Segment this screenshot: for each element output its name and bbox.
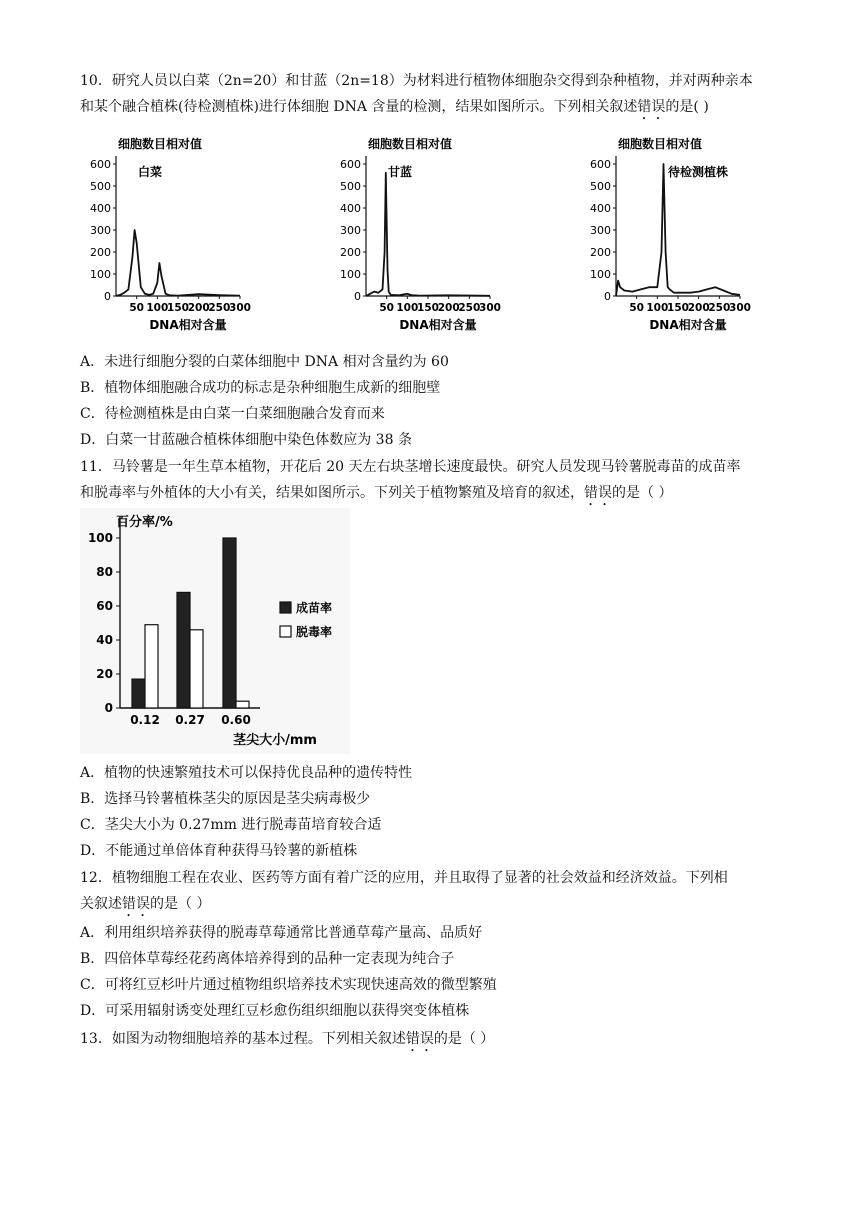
x-tick-label: 100 [146, 302, 169, 314]
q11-option-d[interactable]: D．不能通过单倍体育种获得马铃薯的新植株 [80, 843, 358, 859]
y-tick-label: 0 [104, 701, 113, 715]
q10-option-d[interactable]: D．白菜一甘蓝融合植株体细胞中染色体数应为 38 条 [80, 432, 412, 448]
q10-stem-line1: 10．研究人员以白菜（2n=20）和甘蓝（2n=18）为材料进行植物体细胞杂交得到杂种植物，并对两种亲本 [80, 73, 753, 89]
y-tick-label: 500 [340, 180, 361, 193]
q10-emphasis: 错误 [637, 99, 666, 115]
dna-chart-ganlan [330, 130, 510, 340]
y-tick-label: 80 [96, 565, 113, 579]
x-tick-label: 200 [687, 302, 710, 314]
chart-title: 白菜 [138, 165, 163, 179]
x-tick-label: 50 [629, 302, 644, 314]
x-tick-label: 150 [667, 302, 689, 314]
q11-stem-line2 [80, 482, 672, 509]
x-tick-label: 0.60 [221, 713, 251, 727]
x-tick-label: 200 [437, 302, 460, 314]
x-tick-label: 0.12 [130, 713, 160, 727]
y-tick-label: 500 [90, 180, 111, 193]
legend-swatch [280, 602, 291, 613]
y-tick-label: 100 [340, 268, 361, 281]
bar-virus-free-0.27 [190, 630, 203, 708]
dna-chart-test-plant [580, 130, 760, 340]
y-tick-label: 0 [604, 290, 611, 303]
x-tick-label: 100 [646, 302, 669, 314]
bar-seedling-0.60 [223, 538, 236, 708]
q12-stem-line1: 12．植物细胞工程在农业、医药等方面有着广泛的应用，并且取得了显著的社会效益和经济效益。下列相 [80, 870, 728, 886]
y-axis-label: 细胞数目相对值 [118, 137, 203, 151]
q12-option-a[interactable]: A．利用组织培养获得的脱毒草莓通常比普通草莓产量高、品质好 [80, 925, 483, 941]
q12-option-d[interactable]: D．可采用辐射诱变处理红豆杉愈伤组织细胞以获得突变体植株 [80, 1003, 470, 1019]
q10-stem-line2-pre: 和某个融合植株(待检测植株)进行体细胞 DNA 含量的检测，结果如图所示。下列相关叙述 [80, 99, 638, 115]
q12-stem-line2-post: 的是（ ） [150, 896, 211, 912]
dna-chart-baicai [80, 130, 260, 340]
y-tick-label: 60 [96, 599, 113, 613]
distribution-line [616, 164, 740, 296]
q11-stem-line1: 11．马铃薯是一年生草本植物，开花后 20 天左右块茎增长速度最快。研究人员发现马铃薯脱毒苗的成苗率 [80, 459, 741, 475]
chart-title: 待检测植株 [668, 165, 729, 179]
chart-title: 甘蓝 [388, 165, 413, 179]
x-tick-label: 300 [229, 302, 251, 314]
legend-swatch [280, 626, 291, 637]
q12-option-c[interactable]: C．可将红豆杉叶片通过植物组织培养技术实现快速高效的微型繁殖 [80, 977, 497, 993]
q11-emphasis: 错误 [584, 485, 612, 501]
y-tick-label: 300 [340, 224, 361, 237]
q10-stem-line2-post: 的是( ) [665, 99, 709, 115]
y-tick-label: 400 [340, 202, 361, 215]
bar-seedling-0.12 [132, 679, 145, 708]
x-tick-label: 250 [208, 302, 231, 314]
x-tick-label: 300 [479, 302, 501, 314]
q11-option-c[interactable]: C．茎尖大小为 0.27mm 进行脱毒苗培育较合适 [80, 817, 382, 833]
q12-emphasis: 错误 [122, 896, 150, 912]
q11-stem-line2-post: 的是（ ） [612, 485, 673, 501]
x-tick-label: 300 [729, 302, 751, 314]
distribution-line [116, 230, 240, 296]
legend-label: 成苗率 [296, 601, 333, 615]
y-tick-label: 600 [590, 158, 611, 171]
y-tick-label: 400 [90, 202, 111, 215]
x-tick-label: 0.27 [175, 713, 205, 727]
seedling-bar-chart [80, 508, 360, 756]
q10-stem-line2 [80, 96, 709, 123]
x-axis-label: DNA相对含量 [399, 318, 477, 332]
q10-option-c[interactable]: C．待检测植株是由白菜一白菜细胞融合发育而来 [80, 406, 385, 422]
x-tick-label: 200 [187, 302, 210, 314]
distribution-line [366, 173, 490, 296]
y-axis-label: 百分率/% [116, 515, 173, 530]
x-tick-label: 100 [396, 302, 419, 314]
y-tick-label: 0 [104, 290, 111, 303]
x-tick-label: 50 [129, 302, 144, 314]
y-tick-label: 100 [590, 268, 611, 281]
y-tick-label: 300 [90, 224, 111, 237]
q12-option-b[interactable]: B．四倍体草莓经花药离体培养得到的品种一定表现为纯合子 [80, 951, 455, 967]
legend-label: 脱毒率 [296, 625, 333, 639]
q12-stem-line2-pre: 关叙述 [80, 896, 122, 912]
y-tick-label: 600 [90, 158, 111, 171]
y-tick-label: 100 [90, 268, 111, 281]
x-tick-label: 150 [417, 302, 439, 314]
q11-option-a[interactable]: A．植物的快速繁殖技术可以保持优良品种的遗传特性 [80, 765, 413, 781]
q11-stem-line2-pre: 和脱毒率与外植体的大小有关，结果如图所示。下列关于植物繁殖及培育的叙述， [80, 485, 584, 501]
q13-stem-pre: 13．如图为动物细胞培养的基本过程。下列相关叙述 [80, 1031, 406, 1047]
y-tick-label: 40 [96, 633, 113, 647]
q10-option-b[interactable]: B．植物体细胞融合成功的标志是杂种细胞生成新的细胞壁 [80, 380, 441, 396]
q12-stem-line2 [80, 893, 210, 920]
y-axis-label: 细胞数目相对值 [368, 137, 453, 151]
y-axis-label: 细胞数目相对值 [618, 137, 703, 151]
x-axis-label: DNA相对含量 [149, 318, 227, 332]
q11-option-b[interactable]: B．选择马铃薯植株茎尖的原因是茎尖病毒极少 [80, 791, 371, 807]
x-axis-label: DNA相对含量 [649, 318, 727, 332]
y-tick-label: 200 [340, 246, 361, 259]
y-tick-label: 500 [590, 180, 611, 193]
x-tick-label: 50 [379, 302, 394, 314]
bar-virus-free-0.60 [236, 701, 249, 708]
y-tick-label: 20 [96, 667, 113, 681]
q13-stem-line1 [80, 1028, 494, 1055]
y-tick-label: 200 [90, 246, 111, 259]
x-tick-label: 250 [458, 302, 481, 314]
q13-emphasis: 错误 [405, 1031, 434, 1047]
x-tick-label: 250 [708, 302, 731, 314]
bar-virus-free-0.12 [145, 625, 158, 708]
q10-option-a[interactable]: A．未进行细胞分裂的白菜体细胞中 DNA 相对含量约为 60 [80, 354, 449, 370]
x-axis-label: 茎尖大小/mm [233, 733, 317, 748]
bar-seedling-0.27 [177, 592, 190, 708]
y-tick-label: 400 [590, 202, 611, 215]
y-tick-label: 600 [340, 158, 361, 171]
y-tick-label: 200 [590, 246, 611, 259]
q13-stem-post: 的是（ ） [433, 1031, 495, 1047]
x-tick-label: 150 [167, 302, 189, 314]
y-tick-label: 100 [87, 531, 113, 545]
y-tick-label: 0 [354, 290, 361, 303]
y-tick-label: 300 [590, 224, 611, 237]
